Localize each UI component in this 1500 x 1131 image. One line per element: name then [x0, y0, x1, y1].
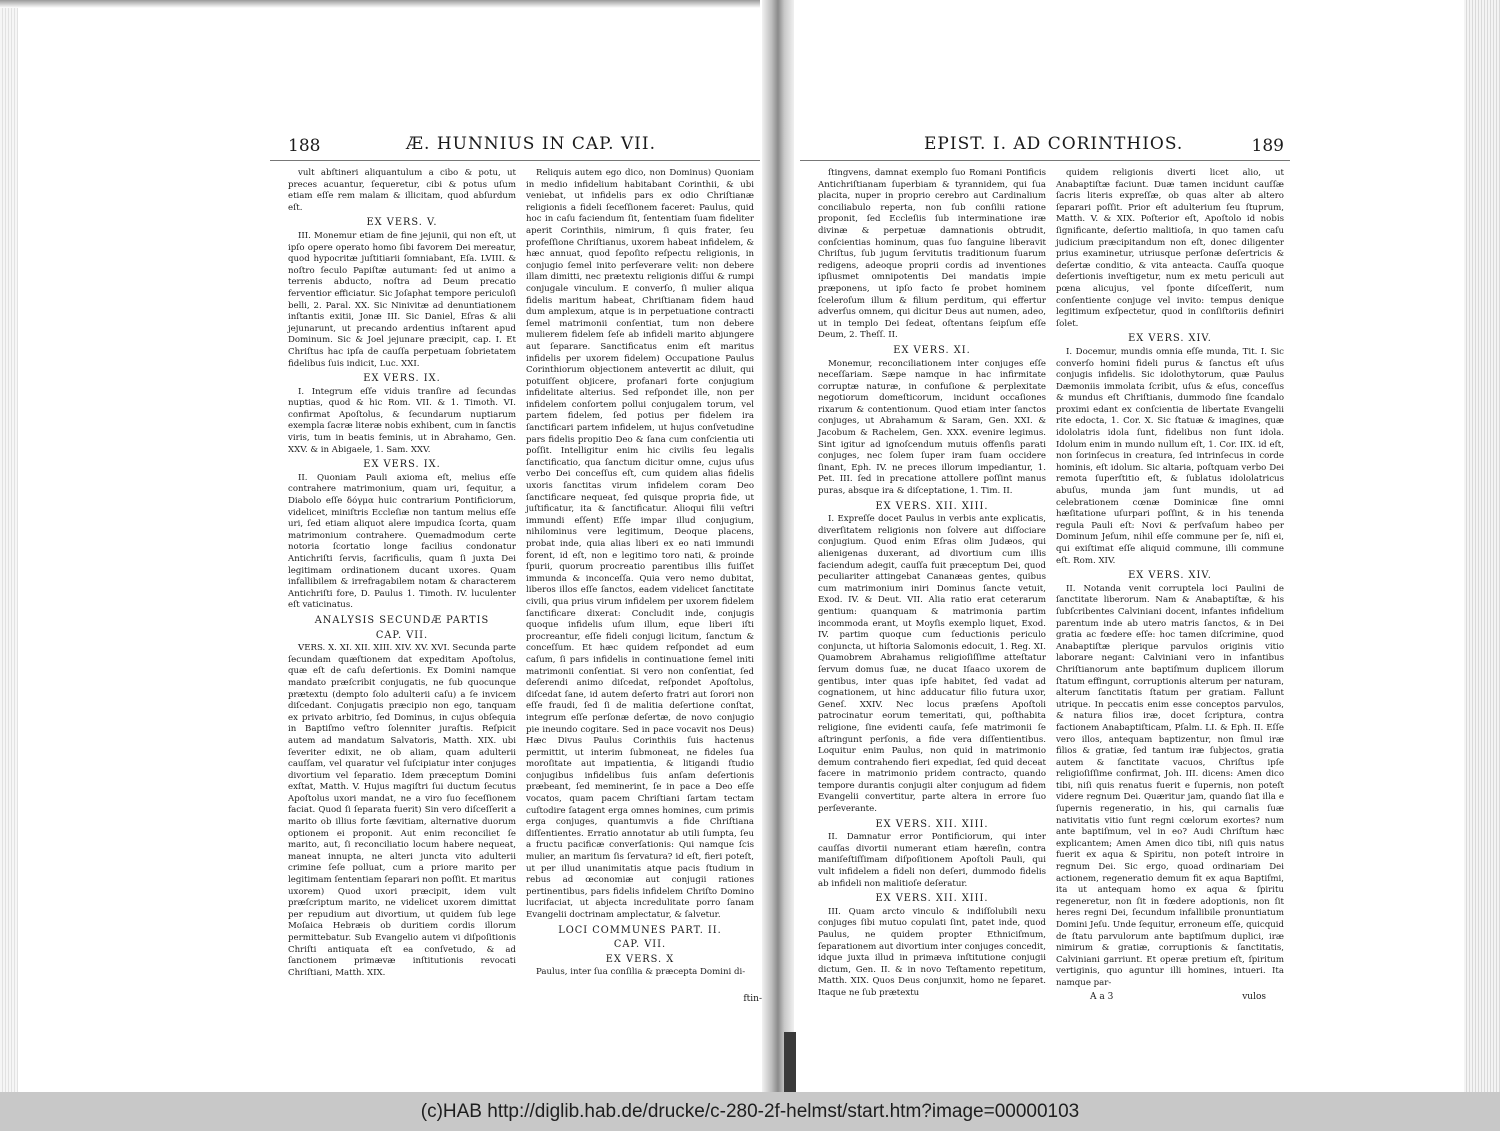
section-heading: EX VERS. XII. XIII.	[875, 818, 989, 830]
left-running-head	[270, 132, 760, 161]
left-column-2	[526, 168, 754, 990]
paragraph: I. Integrum eſſe viduis tranſire ad ſecundas nuptias, quod & hic Rom. VII. & 1. Timoth. VI. confirmat Apoſtolus, & ſecundarum nuptiarum exempla ſacræ literæ nobis exhibent, cum in ſanctis viris, tum in beatis feminis, ut in Abrahamo, Gen. XXV. & in Abigaele, 1. Sam. XXV.	[288, 386, 516, 455]
section-heading: EX VERS. XII. XIII.	[875, 500, 989, 512]
left-page-number: 188	[288, 136, 321, 156]
paragraph: Monemur, reconciliationem inter conjuges eſſe neceſſariam. Sæpe namque in hac infirmitate corruptæ naturæ, in confuſione & perplexitate negotiorum domeſticorum, incidunt occaſiones rixarum & contentionum. Quod etiam inter ſanctos conjuges, ut Abrahamum & Saram, Gen. XXI. & Jacobum & Rachelem, Gen. XXX. evenire legimus. Sint igitur ad ignoſcendum mutuis offenſis parati conjuges, nec ſolem ſuper iram ſuam occidere ſinant, Eph. IV. ne preces illorum impediantur, 1. Pet. III. ſed in precatione attollere poſſint manus puras, absque ira & diſceptatione, 1. Tim. II.	[818, 358, 1046, 497]
paragraph: I. Expreſſe docet Paulus in verbis ante explicatis, diverſitatem religionis non ſolvere aut diſſociare conjugium. Quod enim Eſras olim Judæos, qui alienigenas duxerant, ad divortium cum illis faciendum adegit, cauſſa fuit præceptum Dei, quod peculiariter attingebat Cananæas gentes, quibus cum matrimonium iniri Dominus ſancte vetuit, Exod. IV. & Deut. VII. Alia ratio erat ceterarum gentium: quanquam & matrimonia partim incommoda erant, ut Moyſis exemplo liquet, Exod. IV. partim quoque cum ſeductionis periculo conjuncta, ut hiſtoria Salomonis edocuit, 1. Reg. XI. Quamobrem Abrahamus religioſiſſime atteſtatur ſervum domus ſuæ, ne ducat Iſaaco uxorem de gentibus, inter quas ipſe habitet, ſed vadat ad cognationem, ut hinc adducatur filio futura uxor, Geneſ. XXIV. Nec locus præſens Apoſtoli patrocinatur eorum temeritati, qui, poſthabita religione, ſine evidenti cauſa, ſeſe matrimonii ſe aſtringunt perſonis, a fide vera diſſentientibus. Loquitur enim Paulus, non quid in matrimonio demum contrahendo fieri expediat, ſed quid deceat facere in matrimonio pridem contracto, quando tempore durantis conjugii alter conjugum ad fidem Evangelii convertitur, parte altera in errore ſuo perſeverante.	[818, 514, 1046, 815]
left-running-title: Æ. HUNNIUS IN CAP. VII.	[406, 134, 657, 154]
section-heading: EX VERS. X	[605, 953, 675, 965]
section-heading: LOCI COMMUNES PART. II.	[558, 924, 722, 936]
copyright-footer: (c)HAB http://diglib.hab.de/drucke/c-280-2f-helmst/start.htm?image=00000103	[0, 1092, 1500, 1131]
section-heading: EX VERS. XIV.	[1128, 333, 1212, 345]
paragraph: ſtingvens, damnat exemplo ſuo Romani Pontificis Antichriſtianam ſuperbiam & tyrannidem, qui ſua placita, nuper in proprio cerebro aut Cardinalium conciliabulo reperta, non ſub conſilii ratione proponit, ſed Eccleſiis ſub interminatione iræ divinæ & perpetuæ damnationis obtrudit, conſcientias hominum, quas ſuo ſanguine liberavit Chriſtus, ſub jugum ſervitutis traditionum ſuarum redigens, adeoque proprii cordis ad inventiones ipſiusmet omnipotentis Dei mandatis impie præponens, ut ipſo facto ſe probet hominem ſceleroſum illum & filium perditum, qui effertur adverſus omnem, qui dicitur Deus aut numen, adeo, ut in templo Dei ſedeat, oſtentans ſeipſum eſſe Deum, 2. Theſſ. II.	[818, 168, 1046, 341]
paragraph: III. Quam arcto vinculo & indiſſolubili nexu conjuges ſibi mutuo copulati ſint, patet inde, quod Paulus, ne quidem propter Ethniciſmum, ſeparationem aut divortium inter conjuges concedit, idque juxta illud in primæva inſtitutione conjugii dictum, Gen. II. & in novo Teſtamento repetitum, Matth. XIX. Quos Deus conjunxit, homo ne ſeparet. Itaque ne ſub prætextu	[818, 906, 1046, 998]
section-heading: EX VERS. XI.	[893, 344, 971, 356]
section-heading: ANALYSIS SECUNDÆ PARTIS	[314, 614, 490, 626]
right-catchword: vulos	[1242, 992, 1266, 1002]
paragraph: III. Monemur etiam de fine jejunii, qui non eſt, ut ipſo opere operato homo ſibi favorem Dei mereatur, quod hypocritæ juſtitiarii ſomniabant, Eſa. LVIII. & noſtro ſeculo Papiſtæ autumant: ſed ut animo a terrenis abducto, noſtra ad Deum precatio ferventior efficiatur. Sic Joſaphat tempore periculoſi belli, 2. Paral. XX. Sic Ninivitæ ad denuntiationem inſtantis exitii, Jonæ III. Sic Daniel, Eſras & alii jejunarunt, ut precando ardentius inſtarent apud Dominum. Sic & Joel jejunare præcipit, cap. I. Et Chriſtus hac ipſa de cauſſa perpetuam ſobrietatem fidelibus ſuis indicit, Luc. XXI.	[288, 230, 516, 369]
section-heading: CAP. VII.	[375, 629, 429, 641]
section-heading: CAP. VII.	[613, 939, 667, 951]
paragraph: II. Quoniam Pauli axioma eſt, melius eſſe contrahere matrimonium, quam uri, ſequitur, a Diabolo eſſe δόγμα huic contrarium Pontificiorum, videlicet, miniſtris Eccleſiæ non tantum melius eſſe uri, ſed etiam aliquot alere impudica ſcorta, quam matrimonium contrahere. Quemadmodum certe notoria ſcortatio longe facilius condonatur Antichriſti ſervis, ſacrificulis, quam ſi juxta Dei legitimam ordinationem ducant uxores. Quam infallibilem & irrefragabilem notam & characterem Antichriſti fore, D. Paulus 1. Timoth. IV. luculenter eſt vaticinatus.	[288, 472, 516, 611]
left-column-1	[288, 168, 516, 990]
paragraph: I. Docemur, mundis omnia eſſe munda, Tit. I. Sic converſo homini fideli purus & ſanctus eſt uſus conjugis infidelis. Sic idolothytorum, quæ Paulus Dæmoniis immolata ſcribit, uſus & eſus, conceſſus & mundus eſt Chriſtianis, dummodo ſine ſcandalo proximi edant ex conſcientia de libertate Evangelii rite edocta, 1. Cor. X. Sic ſtatuæ & imagines, quæ idololatris idola ſunt, fidelibus non ſunt idola. Idolum enim in mundo nullum eſt, 1. Cor. IIX. id eſt, non ſorinſecus in creatura, ſed intrinſecus in corde hominis, eſt idolum. Sic altaria, poſtquam verbo Dei remota ſuperſtitio eſt, & ſublatus idololatricus abuſus, munda jam ſunt mundis, ut ad celebrationem cœnæ Dominicæ ſine omni hæſitatione uſurpari poſſint, & in his tenenda regula Pauli eſt: Novi & perſvaſum habeo per Dominum Jeſum, nihil eſſe commune per ſe, niſi ei, qui exiſtimat eſſe aliquid commune, illi commune eſt. Rom. XIV.	[1056, 346, 1284, 566]
left-catchword: ftin-	[743, 994, 762, 1004]
book-gutter	[762, 0, 794, 1092]
section-heading: EX VERS. V.	[366, 217, 438, 229]
paragraph: quidem religionis diverti licet alio, ut Anabaptiſtæ faciunt. Duæ tamen incidunt cauſſæ ſacris literis expreſſæ, ob quas alter ab altero ſeparari poſſit. Prior eſt adulterium ſeu ſtuprum, Matth. V. & XIX. Poſterior eſt, Apoſtolo id nobis ſignificante, deſertio malitioſa, in quo tamen caſu judicium præcipitandum non eſt, donec diligenter prius examinetur, utriusque perſonæ deſertricis & deſertæ conditio, & vita anteacta. Cauſſa quoque deſertionis inveſtigetur, num ex metu periculi aut pœna alicujus, vel ſponte diſceſſerit, num conſentiente conjuge vel invito: tempus denique legitimum exſpectetur, quod in conſiſtoriis definiri ſolet.	[1056, 168, 1284, 329]
section-heading: EX VERS. IX.	[363, 459, 441, 471]
page-edge-right	[1464, 0, 1500, 1092]
right-column-1	[818, 168, 1046, 998]
section-heading: EX VERS. IX.	[363, 373, 441, 385]
right-page-number: 189	[1251, 136, 1284, 156]
right-column-2	[1056, 168, 1284, 990]
right-page	[800, 0, 1290, 1092]
gutter-shadow	[784, 1032, 796, 1092]
paragraph: Paulus, inter ſua conſilia & præcepta Domini di-	[536, 967, 746, 978]
page-edge-left	[0, 0, 18, 1092]
paragraph: vult abſtineri aliquantulum a cibo & potu, ut preces acuantur, ſequeretur, cibi & potus uſum etiam eſſe rem malam & illicitam, quod abſurdum eſt.	[288, 168, 516, 213]
paragraph: Reliquis autem ego dico, non Dominus) Quoniam in medio infidelium habitabant Corinthii, & ubi veniebat, ut infidelis pars ex odio Chriſtianæ religionis a fideli ſeceſſionem faceret: Paulus, quid hoc in caſu faciendum ſit, ſententiam ſuam fideliter aperit Corinthiis, nimirum, ſi quis frater, ſeu profeſſione Chriſtianus, uxorem habeat infidelem, & hæc annuat, quod ſepoſito reſpectu religionis, in conjugio ſemel inito perſeverare velit: non debere illam dimitti, nec prætextu religionis diſſui & rumpi conjugale vinculum. E converſo, ſi mulier aliqua fidelis maritum habeat, Chriſtianam fidem haud dum amplexum, atque is in perpetuatione contracti ſemel matrimonii conſentiat, tum non debere mulierem fidelem ſeſe ab infideli marito abjungere aut ſeparare. Sanctificatus enim eſt maritus infidelis per uxorem fidelem) Occupatione Paulus Corinthiorum objectionem antevertit ac diluit, qui potuiſſent objicere, profanari forte conjugium infidelitate alterius. Sed reſpondet ille, non per infidelem conſortem pollui conjugalem torum, vel partem fidelem, ſed potius per fidelem ira ſanctificari partem infidelem, ut hujus conſvetudine pars fidelis propitio Deo & ſana cum conſcientia uti poſſit. Intelligitur enim hic civilis ſeu legalis ſanctificatio, qua ſanctum dicitur omne, cujus uſus verbo Dei conceſſus eſt, cum quidem alias fidelis uxoris ſanctitas virum infidelem coram Deo ſanctificare nequeat, ſed quisque propria fide, ut juſtificatur, ita & ſanctificatur. Alioqui filii veſtri immundi eſſent) Eſſe impar illud conjugium, nihilominus vere legitimum, Deoque placens, probat inde, quia alias liberi ex eo nati immundi forent, id eſt, non e legitimo toro nati, & proinde ſpurii, quorum procreatio parentibus illis fuiſſet immunda & inconceſſa. Quia vero nemo dubitat, liberos illos eſſe ſanctos, eadem videlicet ſanctitate civili, qua prius virum infidelem per uxorem fidelem ſanctificare dixerat: Concludit inde, conjugis quoque infidelis uſum illum, eque liberi iſti procreantur, eſſe fideli conjugi licitum, ſanctum & conceſſum. Et hæc quidem reſpondet ad eum caſum, ſi pars infidelis in continuatione ſemel initi matrimonii conſentiat. Si vero non conſentiat, ſed deſerendi animo diſcedat, reſpondet Apoſtolus, diſcedat ſane, id autem deſerto fratri aut ſorori non eſſe fraudi, ſed ſi de malitia deſertione conſtat, integrum eſſe perſonæ deſertæ, de novo conjugio pie ineundo cogitare. Sed in pace vocavit nos Deus) Hæc Divus Paulus Corinthiis ſuis hactenus permittit, ut interim ſubmoneat, ne fideles ſua moroſitate aut impatientia, & litigandi ſtudio conjugibus infidelibus ſuis anſam deſertionis præbeant, ſed meminerint, ſe in pace a Deo eſſe vocatos, quam pacem Chriſtiani ſartam tectam cuſtodire ſatagent erga omnes homines, cum primis erga conjuges, quantumvis a fide Chriſtiana diſſentientes. Erratio annotatur ab utili ſumpta, ſeu a fructu pacificæ converſationis: Qui namque ſcis mulier, an maritum ſis ſervatura? id eſt, fieri poteſt, ut per illud unanimitatis atque pacis ſtudium in rebus ad œconomiæ aut conjugii rationes pertinentibus, pars fidelis infidelem Chriſto Domino lucrifaciat, ut abjecta incredulitate porro ſanam Evangelii doctrinam amplectatur, & ſalvetur.	[526, 168, 754, 920]
section-heading: EX VERS. XIV.	[1128, 570, 1212, 582]
paragraph: II. Notanda venit corruptela loci Paulini de ſanctitate liberorum. Nam & Anabaptiſtæ, & his ſubſcribentes Calviniani docent, infantes infidelium parentum inde ab utero matris ſanctos, & in Dei gratia ac fœdere eſſe: hoc tamen diſcrimine, quod Anabaptiſtæ plerique parvulos originis vitio laborare negant: Calviniani vero in infantibus Chriſtianorum ante baptiſmum duplicem illorum ſtatum effingunt, corruptionis alterum per naturam, alterum ſanctitatis ſtatum per gratiam. Fallunt utrique. In peccatis enim esse conceptos parvulos, & natura filios iræ, docet ſcriptura, contra factionem Anabaptiſticam, Pſalm. LI. & Eph. II. Eſſe vero illos, antequam baptizentur, non ſimul iræ filios & gratiæ, ſed tantum iræ ſubjectos, gratia autem & ſanctitate vacuos, Chriſtus ipſe religioſiſſime confirmat, Joh. III. dicens: Amen dico tibi, niſi quis renatus fuerit e ſupernis, non poteſt videre regnum Dei. Quæritur jam, quando ſiat illa e ſupernis regeneratio, in his, qui carnalis ſuæ nativitatis vitio ſunt regni cœlorum exortes? num ante baptiſmum, vel in eo? Audi Chriſtum hæc explicantem; Amen Amen dico tibi, niſi quis natus fuerit ex aqua & Spiritu, non poteſt introire in regnum Dei. Sic ergo, quoad ordinariam Dei actionem, regeneratio demum fit ex aqua Baptiſmi, ita ut antequam homo ex aqua & ſpiritu regeneretur, non ſit in fœdere adoptionis, non ſit heres regni Dei, ſecundum infallibile pronuntiatum Domini Jeſu. Unde ſequitur, erroneum eſſe, quicquid de ſtatu parvulorum ante baptiſmum duplici, iræ nimirum & gratiæ, corruptionis & ſanctitatis, Calviniani garriunt. Et operæ pretium eſt, ſpiritum vertiginis, quo aguntur illi homines, intueri. Ita namque par-	[1056, 583, 1284, 988]
right-running-head	[800, 132, 1290, 161]
paragraph: II. Damnatur error Pontificiorum, qui inter cauſſas divortii numerant etiam hæreſin, contra maniſeſtiſſimam diſpoſitionem Apoſtoli Pauli, qui vult infidelem a fideli non deſeri, dummodo fidelis ab infideli non malitioſe deſeratur.	[818, 832, 1046, 889]
right-running-title: EPIST. I. AD CORINTHIOS.	[924, 134, 1184, 154]
signature-mark: A a 3	[1090, 992, 1114, 1002]
section-heading: EX VERS. XII. XIII.	[875, 893, 989, 905]
paragraph: VERS. X. XI. XII. XIII. XIV. XV. XVI. Secunda parte ſecundam quæſtionem dat expeditam Apoſtolus, quæ eſt de caſu deſertionis. Ex Domini namque mandato præſcribit conjugatis, ne ſub quocunque prætextu (dempto ſolo adulterii caſu) a ſe invicem diſcedant. Conjugatis præcipio non ego, tanquam ex privato arbitrio, ſed Dominus, in cujus obſequia in Baptiſmo veſtro ſolenniter juraſtis. Reſpicit autem ad mandatum Salvatoris, Matth. XIX. ubi ſeveriter edixit, ne ob aliam, quam adulterii cauſſam, vel quaratur vel ſuſcipiatur inter conjuges divortium vel ſeparatio. Idem præceptum Domini exſtat, Matth. V. Hujus magiſtri ſui ductum ſecutus Apoſtolus uxori mandat, ne a viro ſuo ſeceſſionem faciat. Quod ſi ſeparata fuerit) Sin vero diſceſſerit a marito ob illius forte ſævitiam, alternative duorum optionem ei proponit. Aut enim reconciliet ſe marito, aut, ſi reconciliatio locum habere nequeat, maneat innupta, ne alteri juncta vito adulterii crimine ſeſe polluat, cum a priore marito per legitimam ſententiam ſeparari non poſſit. Et maritus uxorem) Quod uxori præcipit, idem vult præſcriptum marito, ne videlicet uxorem dimittat per repudium aut divortium, ut quidem ſub lege Moſaica Hebræis ob duritiem cordis illorum permittebatur. Sub Evangelio autem vi diſpoſitionis Chriſti antiquata eſt ea conſvetudo, & ad ſanctionem primævæ inſtitutionis revocati Chriſtiani, Matth. XIX.	[288, 643, 516, 978]
left-page	[270, 0, 760, 1092]
